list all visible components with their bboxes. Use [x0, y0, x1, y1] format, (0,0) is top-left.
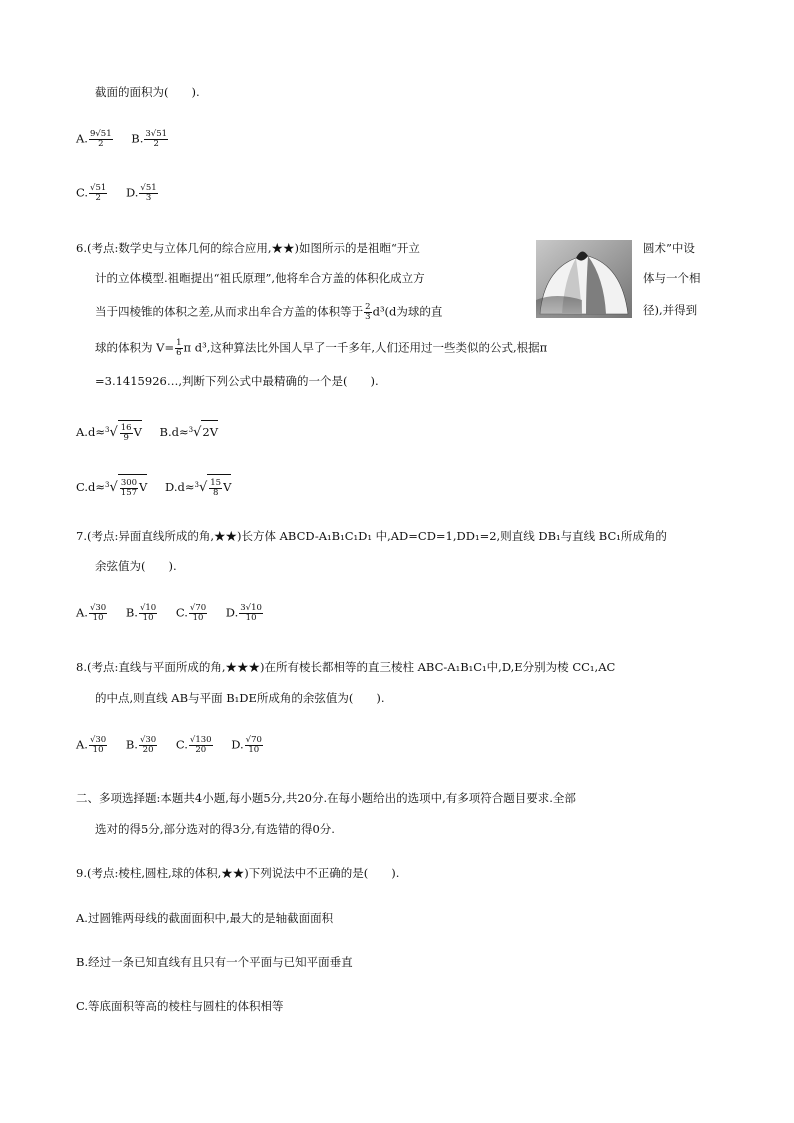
- q9-option-c[interactable]: C.等底面积等高的棱柱与圆柱的体积相等: [76, 999, 284, 1013]
- q8-line1: 8.(考点:直线与平面所成的角,★★★)在所有棱长都相等的直三棱柱 ABC-A₁B₁C₁中,D,E分别为棱 CC₁,AC: [76, 660, 616, 674]
- q6-options-row2: [76, 474, 231, 498]
- q8-options: [76, 736, 264, 755]
- q6-option-a[interactable]: A.d≈$^3$√ $\frac{16}{9}$ V: [76, 420, 142, 444]
- q6-option-d[interactable]: D.d≈$^3$√ $\frac{15}{8}$ V: [165, 474, 231, 500]
- q9-option-a[interactable]: A.过圆锥两母线的截面面积中,最大的是轴截面面积: [76, 911, 334, 925]
- q5-option-b[interactable]: B. $\frac{3√51}{2}$: [131, 129, 168, 149]
- q7-line2: 余弦值为( ).: [95, 559, 177, 573]
- q9-option-b[interactable]: B.经过一条已知直线有且只有一个平面与已知平面垂直: [76, 955, 353, 969]
- q7-line1: 7.(考点:异面直线所成的角,★★)长方体 ABCD-A₁B₁C₁D₁ 中,AD=CD=1,DD₁=2,则直线 DB₁与直线 BC₁所成角的: [76, 529, 667, 543]
- q5-option-a[interactable]: A. $\frac{9√51}{2}$: [76, 129, 112, 149]
- q7-option-b[interactable]: B. $\frac{√10}{10}$: [125, 603, 157, 623]
- q6-line2-right: 体与一个相: [643, 271, 701, 285]
- section2-line1: 二、多项选择题:本题共4小题,每小题5分,共20分.在每小题给出的选项中,有多项符合题目要求.全部: [76, 791, 576, 805]
- q6-option-c[interactable]: C.d≈$^3$√ $\frac{300}{157}$ V: [76, 474, 147, 500]
- q8-option-b[interactable]: B. $\frac{√30}{20}$: [125, 735, 157, 755]
- q8-option-a[interactable]: A. $\frac{√30}{10}$: [76, 735, 107, 755]
- q6-option-b[interactable]: B.d≈$^3$√2V: [160, 420, 219, 444]
- q5-options-row1: [76, 130, 169, 149]
- q6-line2-left: 计的立体模型.祖暅提出“祖氏原理”,他将牟合方盖的体积化成立方: [95, 271, 425, 285]
- q5-option-d[interactable]: D. $\frac{√51}{3}$: [125, 183, 157, 203]
- q6-line5: =3.1415926…,判断下列公式中最精确的一个是( ).: [95, 374, 379, 388]
- q8-line2: 的中点,则直线 AB与平面 B₁DE所成角的余弦值为( ).: [95, 691, 385, 705]
- q5-options-row2: [76, 184, 159, 203]
- q7-options: [76, 604, 264, 623]
- q8-option-d[interactable]: D. $\frac{√70}{10}$: [231, 735, 262, 755]
- q5-tail: 截面的面积为( ).: [95, 85, 200, 99]
- q6-line1-right: 圆术”中设: [643, 241, 695, 255]
- q6-line4: 球的体积为 V= $\frac{1}{6}$ π d³,这种算法比外国人早了一千多年,人们还用过一些类似的公式,根据π: [95, 338, 548, 358]
- q7-option-d[interactable]: D. $\frac{3√10}{10}$: [225, 603, 262, 623]
- model-photo-icon: [536, 240, 632, 318]
- q6-line3-left: 当于四棱锥的体积之差,从而求出牟合方盖的体积等于 $\frac{2}{3}$ d³(d为球的直: [95, 302, 443, 322]
- q8-option-c[interactable]: C. $\frac{√130}{20}$: [175, 735, 212, 755]
- q5-option-c[interactable]: C. $\frac{√51}{2}$: [76, 183, 107, 203]
- q7-option-c[interactable]: C. $\frac{√70}{10}$: [175, 603, 207, 623]
- q6-line1-left: 6.(考点:数学史与立体几何的综合应用,★★)如图所示的是祖暅“开立: [76, 241, 420, 255]
- section2-line2: 选对的得5分,部分选对的得3分,有选错的得0分.: [95, 822, 335, 836]
- q7-option-a[interactable]: A. $\frac{√30}{10}$: [76, 603, 107, 623]
- q6-options-row1: [76, 420, 218, 442]
- q9-stem: 9.(考点:棱柱,圆柱,球的体积,★★)下列说法中不正确的是( ).: [76, 866, 400, 880]
- q6-line3-right: 径),并得到: [643, 303, 698, 317]
